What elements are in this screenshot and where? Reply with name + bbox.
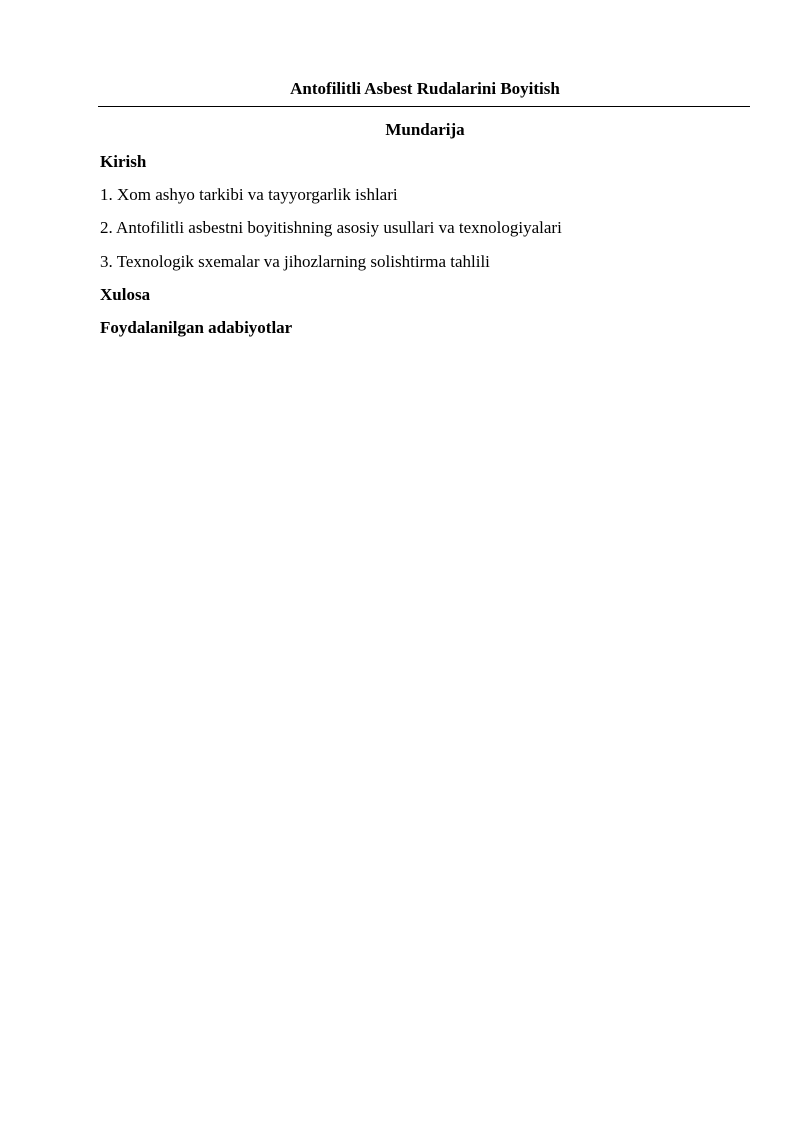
header-divider (98, 106, 750, 107)
toc-item-chapter-2[interactable]: 2. Antofilitli asbestni boyitishning asosiy usullari va texnologiyalari (100, 218, 562, 238)
table-of-contents (100, 151, 750, 350)
table-of-contents-title: Mundarija (385, 120, 465, 139)
toc-item-introduction[interactable]: Kirish (100, 152, 147, 171)
toc-item-conclusion[interactable]: Xulosa (100, 284, 151, 304)
toc-item-chapter-3[interactable]: 3. Texnologik sxemalar va jihozlarning solishtirma tahlili (100, 251, 490, 271)
page-header-title: Antofilitli Asbest Rudalarini Boyitish (290, 79, 560, 98)
toc-item-chapter-1[interactable]: 1. Xom ashyo tarkibi va tayyorgarlik ishlari (100, 185, 398, 205)
toc-item-references[interactable]: Foydalanilgan adabiyotlar (100, 317, 293, 337)
